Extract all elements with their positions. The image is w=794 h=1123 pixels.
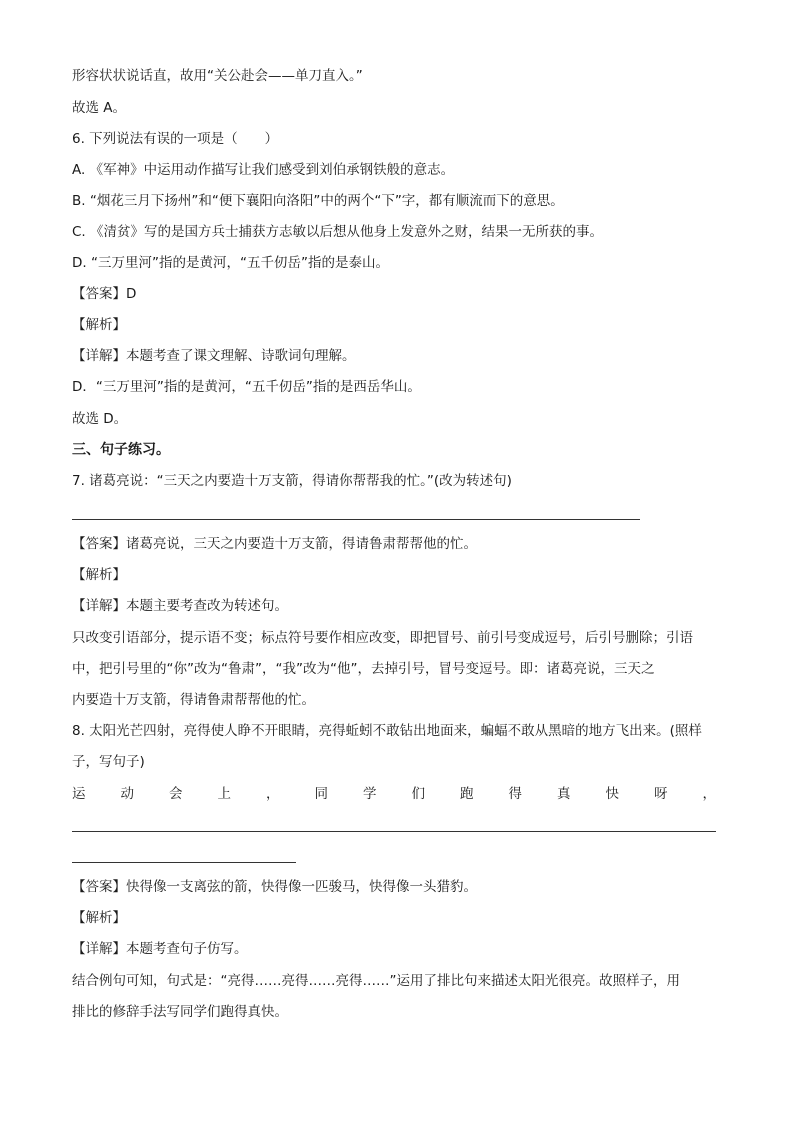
analysis-7: 【解析】 [72,567,126,583]
detail-6-d: D．“三万里河”指的是黄河，“五千仞岳”指的是西岳华山。 [72,379,421,395]
line-02: 故选 A。 [72,100,127,116]
question-8-cont: 子，写句子) [72,754,145,770]
answer-blank-8b [72,862,296,863]
detail-7-line1: 只改变引语部分，提示语不变；标点符号要作相应改变，即把冒号、前引号变成逗号，后引号删除；引语 [72,630,693,646]
option-b: B. “烟花三月下扬州”和“便下襄阳向洛阳”中的两个“下”字，都有顺流而下的意思。 [72,193,564,209]
prompt-char: 学 [363,786,377,802]
option-a: A. 《军神》中运用动作描写让我们感受到刘伯承钢铁般的意志。 [72,162,455,178]
answer-blank-7 [72,519,640,520]
detail-7-line2: 中，把引号里的“你”改为“鲁肃”，“我”改为“他”，去掉引号，冒号变逗号。即：诸葛亮说，三天之 [72,661,655,677]
line-01: 形容状状说话直，故用“关公赴会——单刀直入。” [72,68,363,84]
option-d: D. “三万里河”指的是黄河，“五千仞岳”指的是泰山。 [72,255,389,271]
prompt-char: ， [266,786,280,802]
question-8: 8. 太阳光芒四射，亮得使人睁不开眼睛，亮得蚯蚓不敢钻出地面来，蝙蝠不敢从黑暗的地方飞出来。(照样 [72,723,702,739]
analysis-6: 【解析】 [72,317,126,333]
prompt-char: 会 [169,786,183,802]
detail-6: 【详解】本题考查了课文理解、诗歌词句理解。 [72,348,356,364]
section-heading: 三、句子练习。 [72,442,170,458]
prompt-char: 呀 [654,786,668,802]
analysis-8: 【解析】 [72,910,126,926]
answer-6: 【答案】D [72,286,137,302]
prompt-char: 运 [72,786,86,802]
prompt-char: ， [702,786,716,802]
question-7: 7. 诸葛亮说：“三天之内要造十万支箭，得请你帮帮我的忙。”(改为转述句) [72,473,512,489]
option-c: C. 《清贫》写的是国方兵士捕获方志敏以后想从他身上发意外之财，结果一无所获的事。 [72,224,604,240]
detail-8: 【详解】本题考查句子仿写。 [72,941,248,957]
sentence-prompt-8 [72,784,716,804]
prompt-char: 同 [314,786,328,802]
answer-7: 【答案】诸葛亮说，三天之内要造十万支箭，得请鲁肃帮帮他的忙。 [72,536,477,552]
detail-8-line2: 排比的修辞手法写同学们跑得真快。 [72,1004,288,1020]
prompt-char: 动 [120,786,134,802]
prompt-char: 真 [557,786,571,802]
answer-8: 【答案】快得像一支离弦的箭，快得像一匹骏马，快得像一头猎豹。 [72,879,477,895]
choose-d: 故选 D。 [72,411,128,427]
prompt-char: 们 [411,786,425,802]
detail-8-line1: 结合例句可知，句式是：“亮得……亮得……亮得……”运用了排比句来描述太阳光很亮。故照样子，用 [72,973,680,989]
prompt-char: 上 [217,786,231,802]
answer-blank-8a [72,831,716,832]
prompt-char: 得 [508,786,522,802]
prompt-char: 快 [605,786,619,802]
prompt-char: 跑 [460,786,474,802]
detail-7-line3: 内要造十万支箭，得请鲁肃帮帮他的忙。 [72,692,315,708]
question-6: 6. 下列说法有误的一项是（ ） [72,131,279,147]
detail-7: 【详解】本题主要考查改为转述句。 [72,598,288,614]
